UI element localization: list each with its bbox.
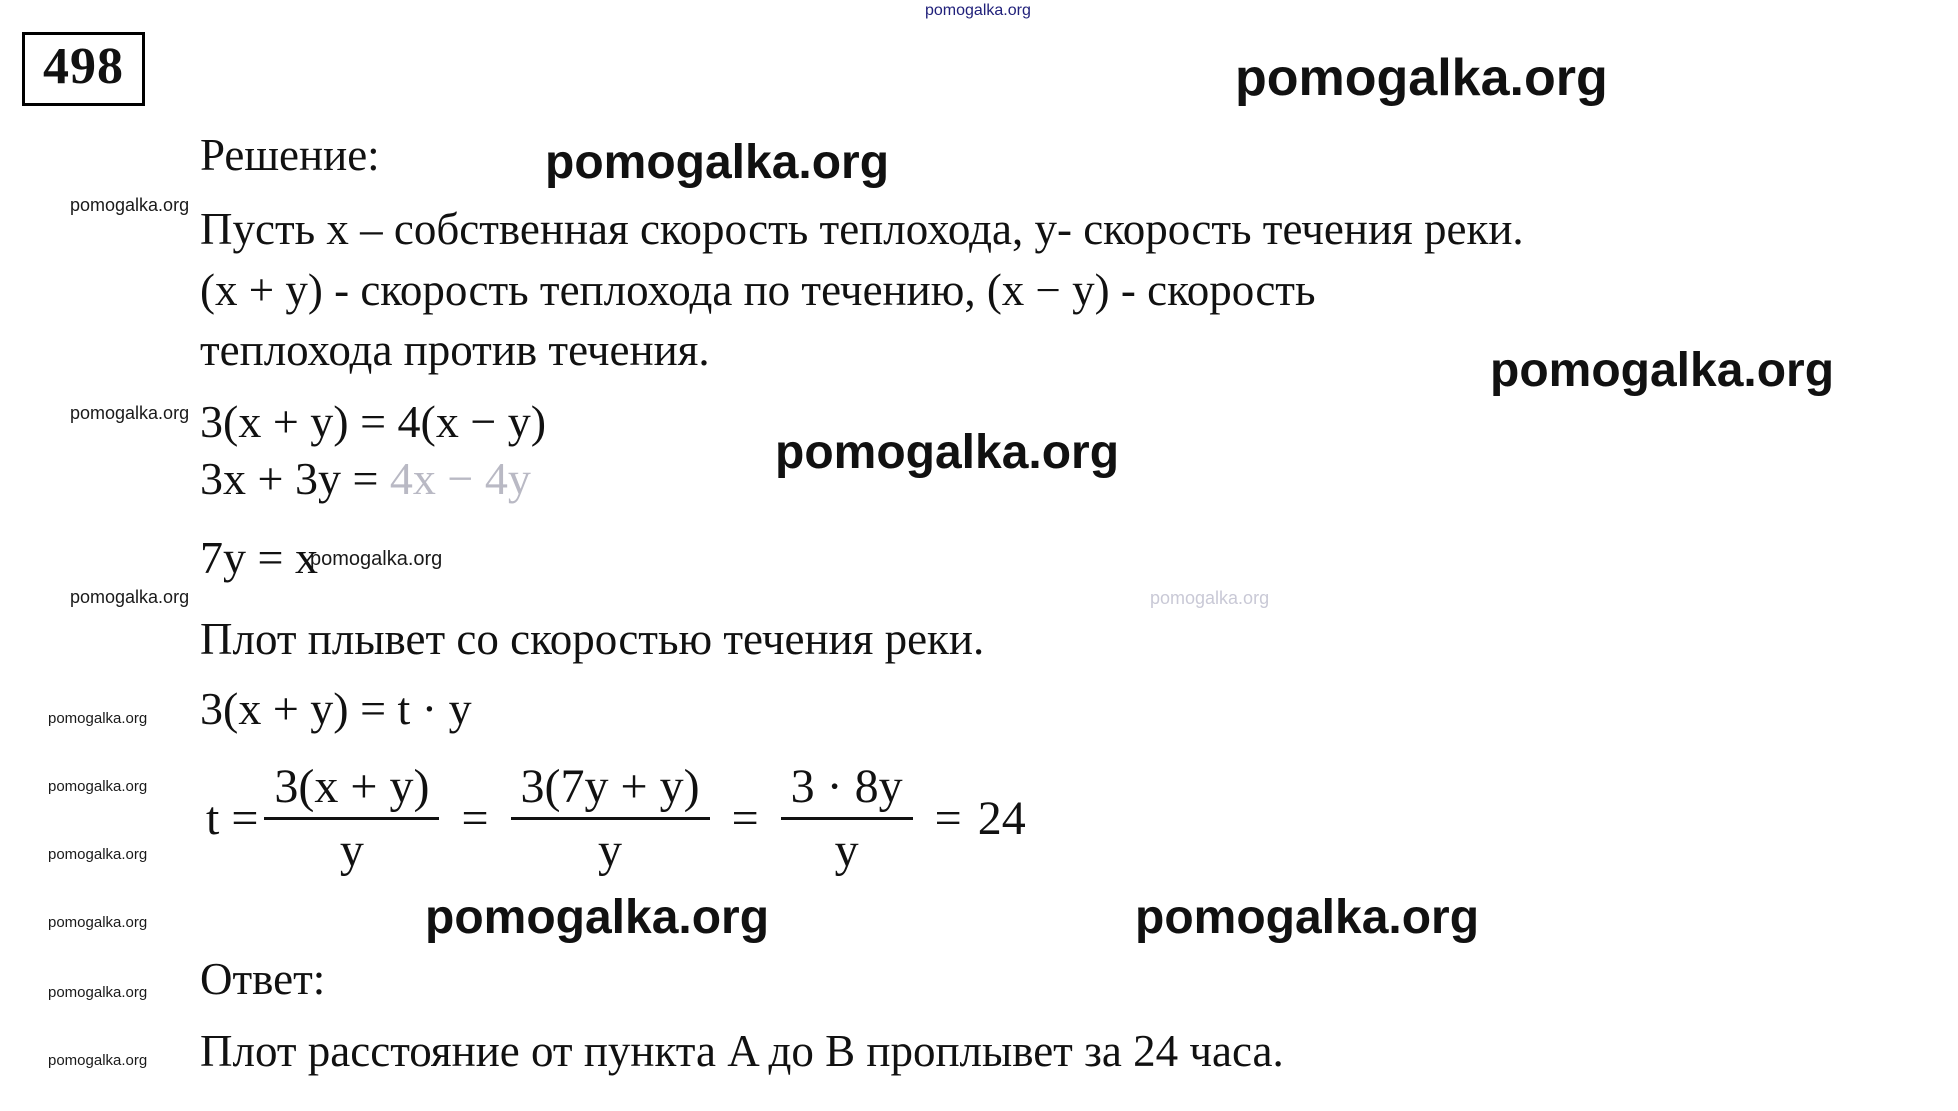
- watermark-left-2: pomogalka.org: [70, 403, 190, 423]
- equation-2-visible: 3x + 3y =: [200, 453, 390, 504]
- watermark-mid-1: pomogalka.org: [310, 548, 443, 570]
- watermark-left-1: pomogalka.org: [70, 195, 190, 215]
- solution-line-3: теплохода против течения.: [200, 325, 710, 376]
- watermark-left-8: pomogalka.org: [48, 984, 148, 1001]
- equation-2-faded: 4x − 4y: [389, 453, 531, 504]
- fraction-3: [781, 759, 913, 878]
- equation-4: 3(x + y) = t · y: [200, 682, 472, 734]
- equation-2: [200, 452, 1940, 505]
- problem-number-box: [22, 32, 145, 106]
- fraction-op-3: =: [934, 791, 962, 845]
- fraction-op-1: =: [461, 791, 489, 845]
- watermark-2: pomogalka.org: [545, 136, 890, 189]
- watermark-left-3: pomogalka.org: [70, 587, 190, 607]
- fraction-2: [511, 759, 710, 878]
- fraction-3-numerator: 3 · 8y: [790, 759, 903, 813]
- watermark-3: pomogalka.org: [1490, 344, 1835, 397]
- answer-text: Плот расстояние от пункта A до B проплывет за 24 часа.: [200, 1026, 1284, 1076]
- watermark-6: pomogalka.org: [1135, 891, 1480, 944]
- equation-1: 3(x + y) = 4(x − y): [200, 396, 547, 447]
- fraction-result: 24: [977, 791, 1026, 845]
- fraction-1-denominator: y: [339, 823, 364, 877]
- solution-line-4: Плот плывет со скоростью течения реки.: [200, 614, 985, 664]
- fraction-equation: [206, 759, 1940, 878]
- answer-label: Ответ:: [200, 954, 326, 1004]
- fraction-1: [264, 759, 439, 878]
- watermark-4: pomogalka.org: [775, 426, 1120, 479]
- equation-3: 7y = x: [200, 532, 318, 583]
- fraction-op-2: =: [731, 791, 759, 845]
- watermark-5: pomogalka.org: [425, 891, 770, 944]
- watermark-1: pomogalka.org: [1235, 49, 1608, 107]
- solution-heading: Решение:: [200, 130, 380, 180]
- watermark-left-9: pomogalka.org: [48, 1052, 148, 1069]
- watermark-left-7: pomogalka.org: [48, 914, 148, 931]
- fraction-lhs: t =: [206, 791, 259, 845]
- watermark-left-5: pomogalka.org: [48, 778, 148, 795]
- problem-number: 498: [43, 38, 124, 95]
- solution-line-2: (x + y) - скорость теплохода по течению, (x − y) - скорость: [200, 264, 1316, 315]
- fraction-3-denominator: y: [834, 823, 859, 877]
- solution-line-1: Пусть x – собственная скорость теплохода, y- скорость течения реки.: [200, 203, 1524, 254]
- solution-body: [200, 130, 1940, 878]
- fraction-2-numerator: 3(7y + y): [520, 759, 700, 813]
- watermark-left-6: pomogalka.org: [48, 846, 148, 863]
- watermark-ghost-1: pomogalka.org: [1150, 588, 1270, 608]
- fraction-1-numerator: 3(x + y): [274, 759, 430, 813]
- watermark-left-4: pomogalka.org: [48, 710, 148, 727]
- watermark-top: pomogalka.org: [925, 2, 1031, 19]
- fraction-2-denominator: y: [598, 823, 623, 877]
